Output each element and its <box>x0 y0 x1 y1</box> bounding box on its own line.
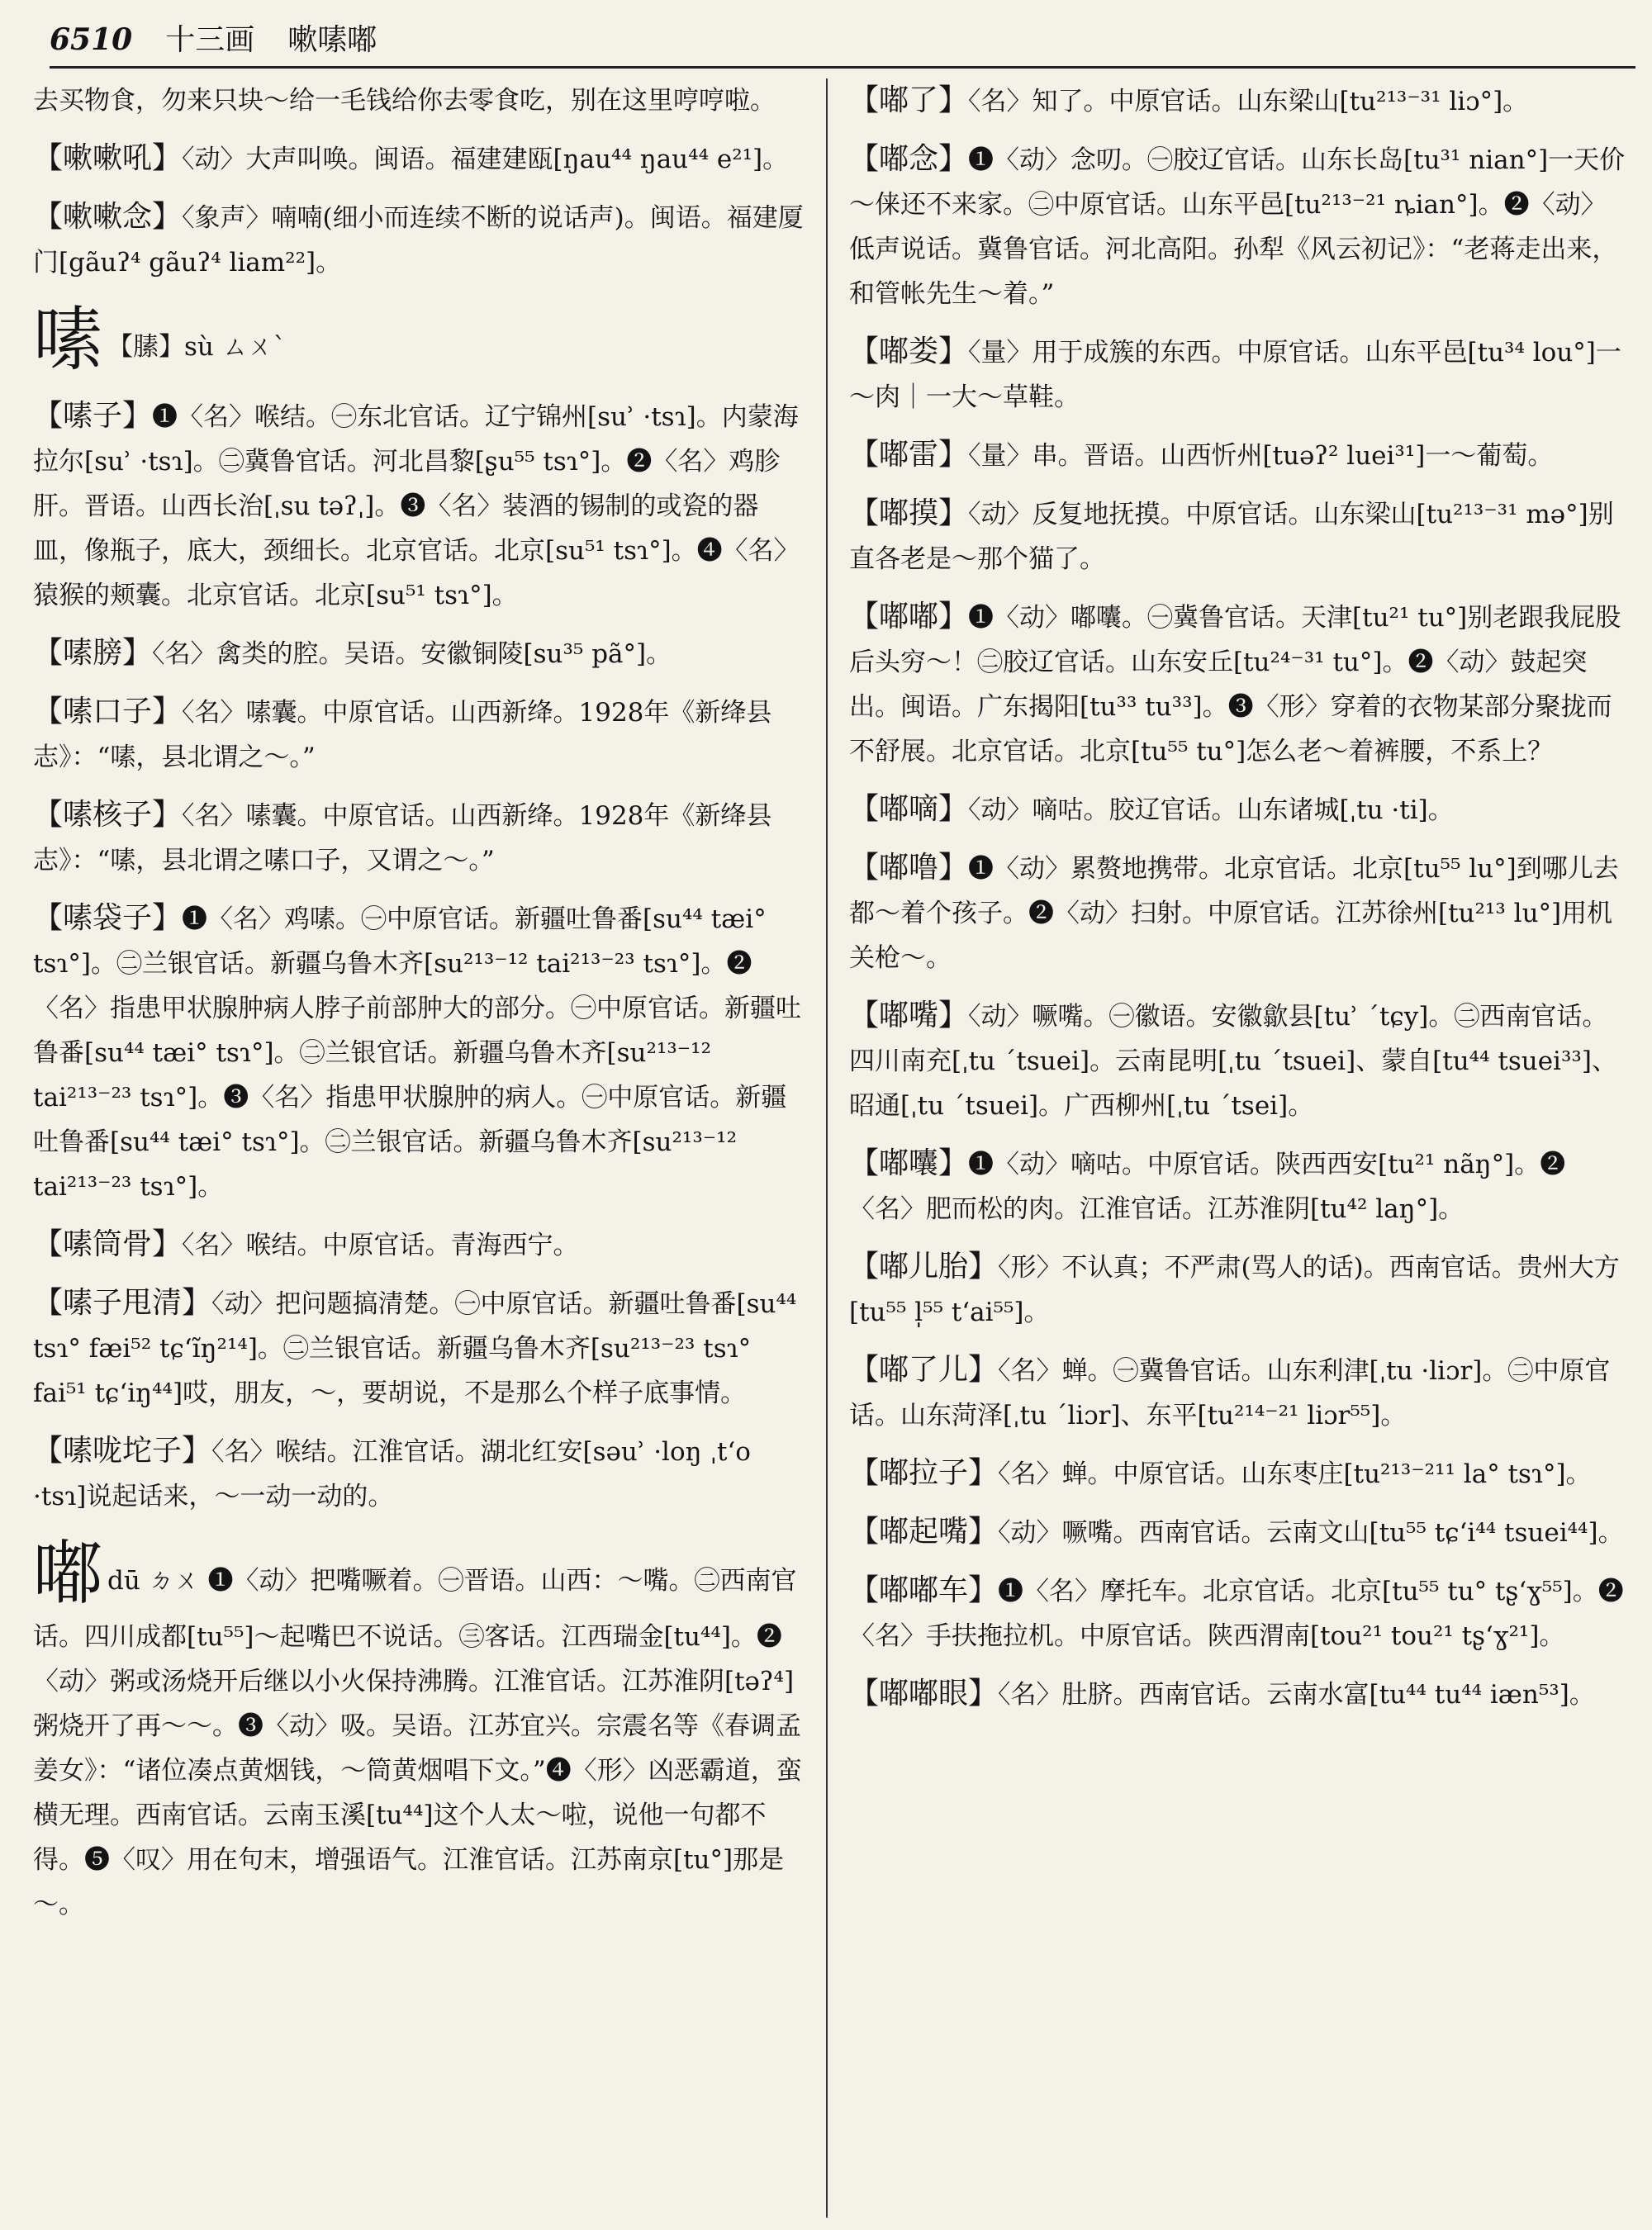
entry <box>33 1281 809 1416</box>
entry <box>849 787 1626 833</box>
definition: 〈形〉不认真；不严肃(骂人的话)。西南官话。贵州大方[tu⁵⁵ l̩⁵⁵ tʻai⁵⁵]。 <box>849 1253 1620 1327</box>
entry <box>849 1672 1626 1717</box>
entry <box>849 433 1626 478</box>
definition: 〈名〉喉结。江淮官话。湖北红安[səuʾ ·loŋ ˌtʻo ·tsɿ]说起话来，～一动一动的。 <box>33 1437 751 1511</box>
headword: 【嘟了儿】 <box>849 1353 999 1387</box>
column-divider <box>826 78 828 2218</box>
entry <box>33 136 809 182</box>
definition: 〈动〉噘嘴。西南官话。云南文山[tu⁵⁵ tɕʻi⁴⁴ tsuei⁴⁴]。 <box>998 1518 1624 1548</box>
headword: 【嗉膀】 <box>33 636 153 670</box>
headword: 【嘟摸】 <box>849 496 969 530</box>
big-character: 嘟 <box>33 1533 103 1614</box>
headword: 【嘟娄】 <box>849 334 969 368</box>
header-characters: 嗽嗉嘟 <box>287 23 377 57</box>
headword: 【嘟嘟眼】 <box>849 1677 999 1710</box>
headword: 【嘟念】 <box>849 142 969 176</box>
definition: ❶〈名〉喉结。㊀东北官话。辽宁锦州[suʾ ·tsɿ]。内蒙海拉尔[suʾ ·tsɿ]。㊁冀鲁官话。河北昌黎[ʂu⁵⁵ tsɿ°]。❷〈名〉鸡胗肝。晋语。山西长治[ˌsu təʔˌ]。❸〈名〉装酒的锡制的或瓷的器皿，像瓶子，底大，颈细长。北京官话。北京[su⁵¹ tsɿ°]。❹〈名〉猿猴的颊囊。北京官话。北京[su⁵¹ tsɿ°]。 <box>33 402 800 610</box>
definition: 〈动〉噘嘴。㊀徽语。安徽歙县[tuʾ ˊtɕy]。㊁西南官话。四川南充[ˌtu ˊtsuei]。云南昆明[ˌtu ˊtsuei]、蒙自[tu⁴⁴ tsuei³³]、昭通[ˌtu ˊtsuei]。广西柳州[ˌtu ˊtsei]。 <box>849 1002 1617 1121</box>
headword: 【嘟囔】 <box>849 1146 969 1180</box>
character-entry <box>33 1532 809 1927</box>
character-entry <box>33 298 809 381</box>
headword: 【嗽嗽吼】 <box>33 141 183 175</box>
stroke-count: 十三画 <box>165 23 255 57</box>
headword: 【嗉口子】 <box>33 695 183 728</box>
definition: ❶〈名〉摩托车。北京官话。北京[tu⁵⁵ tu° tʂʻɣ⁵⁵]。❷〈名〉手扶拖拉机。中原官话。陕西渭南[tou²¹ tou²¹ tʂʻɣ²¹]。 <box>849 1577 1624 1651</box>
entry <box>33 394 809 618</box>
header-rule <box>50 66 1635 69</box>
entry <box>849 994 1626 1128</box>
definition: 〈名〉喉结。中原官话。青海西宁。 <box>182 1231 579 1260</box>
definition: dū ㄉㄨ ❶〈动〉把嘴噘着。㊀晋语。山西：～嘴。㊁西南官话。四川成都[tu⁵⁵]～起嘴巴不说话。㊂客话。江西瑞金[tu⁴⁴]。❷〈动〉粥或汤烧开后继以小火保持沸腾。江淮官话。江苏淮阴[təʔ⁴]粥烧开了再～～。❸〈动〉吸。吴语。江苏宜兴。宗震名等《春调孟姜女》：“诸位凑点黄烟钱，～筒黄烟唱下文。”❹〈形〉凶恶霸道，蛮横无理。西南官话。云南玉溪[tu⁴⁴]这个人太～啦，说他一句都不得。❺〈叹〉用在句末，增强语气。江淮官话。江苏南京[tu°]那是～。 <box>33 1566 802 1919</box>
headword: 【嗉咙坨子】 <box>33 1434 212 1468</box>
headword: 【嗉袋子】 <box>33 901 183 935</box>
definition: 〈象声〉喃喃(细小而连续不断的说话声)。闽语。福建厦门[gãuʔ⁴ gãuʔ⁴ liam²²]。 <box>33 203 804 278</box>
headword: 【嘟儿胎】 <box>849 1250 999 1283</box>
definition: 〈名〉肚脐。西南官话。云南水富[tu⁴⁴ tu⁴⁴ iæn⁵³]。 <box>998 1680 1595 1710</box>
headword: 【嘟嘟】 <box>849 600 969 633</box>
entry <box>849 846 1626 980</box>
entry <box>849 1141 1626 1231</box>
definition: 〈名〉禽类的腔。吴语。安徽铜陵[su³⁵ pã°]。 <box>152 639 672 669</box>
definition: 〈动〉大声叫唤。闽语。福建建瓯[ŋau⁴⁴ ŋau⁴⁴ e²¹]。 <box>182 145 789 174</box>
headword: 【嗉核子】 <box>33 798 183 832</box>
entry <box>849 330 1626 420</box>
definition: 〈名〉蝉。中原官话。山东枣庄[tu²¹³⁻²¹¹ la° tsɿ°]。 <box>998 1459 1592 1489</box>
definition: ❶〈动〉嘟囔。㊀冀鲁官话。天津[tu²¹ tu°]别老跟我屁股后头穷～！㊁胶辽官话。山东安丘[tu²⁴⁻³¹ tu°]。❷〈动〉鼓起突出。闽语。广东揭阳[tu³³ tu³³]。❸〈形〉穿着的衣物某部分聚拢而不舒展。北京官话。北京[tu⁵⁵ tu°]怎么老～着裤腰，不系上？ <box>849 603 1621 766</box>
entry <box>33 896 809 1209</box>
definition: 【膆】sù ㄙㄨˋ <box>107 332 287 362</box>
headword: 【嗉子】 <box>33 399 153 433</box>
headword: 【嘟嘴】 <box>849 999 969 1032</box>
page-number: 6510 <box>50 22 133 57</box>
headword: 【嘟拉子】 <box>849 1456 999 1490</box>
definition: 〈名〉嗉囊。中原官话。山西新绛。1928年《新绛县志》：“嗉，县北谓之～。” <box>33 698 772 772</box>
left-column <box>33 78 809 2222</box>
entry <box>849 491 1626 581</box>
headword: 【嘟雷】 <box>849 438 969 472</box>
entry <box>33 690 809 780</box>
page-header <box>50 17 1635 66</box>
definition: 〈量〉串。晋语。山西忻州[tuəʔ² luei³¹]一～葡萄。 <box>968 441 1554 471</box>
definition: 〈名〉知了。中原官话。山东梁山[tu²¹³⁻³¹ liɔ°]。 <box>968 87 1529 116</box>
entry-continuation: 去买物食，勿来只块～给一毛钱给你去零食吃，别在这里哼哼啦。 <box>33 86 776 116</box>
entry <box>33 793 809 883</box>
definition: ❶〈动〉累赘地携带。北京官话。北京[tu⁵⁵ lu°]到哪儿去都～着个孩子。❷〈动〉扫射。中原官话。江苏徐州[tu²¹³ lu°]用机关枪～。 <box>849 854 1619 973</box>
definition: 〈动〉嘀咕。胶辽官话。山东诸城[ˌtu ·ti]。 <box>968 795 1454 825</box>
headword: 【嗽嗽念】 <box>33 200 183 234</box>
headword: 【嘟了】 <box>849 83 969 117</box>
big-character: 嗉 <box>33 299 103 380</box>
entry <box>33 195 809 285</box>
right-column <box>849 78 1626 2222</box>
definition: 〈动〉反复地抚摸。中原官话。山东梁山[tu²¹³⁻³¹ mə°]别直各老是～那个猫了。 <box>849 500 1614 574</box>
headword: 【嗉子甩清】 <box>33 1286 212 1320</box>
entry <box>33 1222 809 1268</box>
definition: ❶〈名〉鸡嗉。㊀中原官话。新疆吐鲁番[su⁴⁴ tæi° tsɿ°]。㊁兰银官话。新疆乌鲁木齐[su²¹³⁻¹² tai²¹³⁻²³ tsɿ°]。❷〈名〉指患甲状腺肿病人脖子前部肿大的部分。㊀中原官话。新疆吐鲁番[su⁴⁴ tæi° tsɿ°]。㊁兰银官话。新疆乌鲁木齐[su²¹³⁻¹² tai²¹³⁻²³ tsɿ°]。❸〈名〉指患甲状腺肿的病人。㊀中原官话。新疆吐鲁番[su⁴⁴ tæi° tsɿ°]。㊁兰银官话。新疆乌鲁木齐[su²¹³⁻¹² tai²¹³⁻²³ tsɿ°]。 <box>33 904 801 1202</box>
definition: 〈动〉把问题搞清楚。㊀中原官话。新疆吐鲁番[su⁴⁴ tsɿ° fæi⁵² tɕʻĩŋ²¹⁴]。㊁兰银官话。新疆乌鲁木齐[su²¹³⁻²³ tsɿ° fai⁵¹ tɕʻiŋ⁴⁴]哎，朋友，～，要胡说，不是那么个样子底事情。 <box>33 1289 797 1408</box>
entry <box>849 78 1626 124</box>
entry <box>849 1568 1626 1658</box>
headword: 【嗉筒骨】 <box>33 1227 183 1261</box>
entry <box>33 1429 809 1519</box>
definition: 〈量〉用于成簇的东西。中原官话。山东平邑[tu³⁴ lou°]一～肉｜一大～草鞋。 <box>849 338 1621 412</box>
headword: 【嘟噜】 <box>849 851 969 885</box>
entry <box>849 1451 1626 1497</box>
entry <box>849 137 1626 316</box>
entry <box>849 595 1626 774</box>
entry <box>849 1510 1626 1555</box>
definition: ❶〈动〉嘀咕。中原官话。陕西西安[tu²¹ nãŋ°]。❷〈名〉肥而松的肉。江淮官话。江苏淮阴[tu⁴² laŋ°]。 <box>849 1150 1566 1224</box>
headword: 【嘟嘟车】 <box>849 1573 999 1607</box>
definition: ❶〈动〉念叨。㊀胶辽官话。山东长岛[tu³¹ nian°]一天价～俫还不来家。㊁中原官话。山东平邑[tu²¹³⁻²¹ ȵian°]。❷〈动〉低声说话。冀鲁官话。河北高阳。孙犁《风云初记》：“老蒋走出来，和管帐先生～着。” <box>849 145 1626 309</box>
definition: 〈名〉嗉囊。中原官话。山西新绛。1928年《新绛县志》：“嗉，县北谓之嗉口子，又谓之～。” <box>33 801 772 875</box>
headword: 【嘟嘀】 <box>849 792 969 826</box>
entry <box>33 631 809 676</box>
headword: 【嘟起嘴】 <box>849 1515 999 1549</box>
definition: 〈名〉蝉。㊀冀鲁官话。山东利津[ˌtu ·liɔr]。㊁中原官话。山东菏泽[ˌtu ˊliɔr]、东平[tu²¹⁴⁻²¹ liɔr⁵⁵]。 <box>849 1356 1611 1431</box>
entry <box>849 1348 1626 1438</box>
entry <box>849 1245 1626 1335</box>
